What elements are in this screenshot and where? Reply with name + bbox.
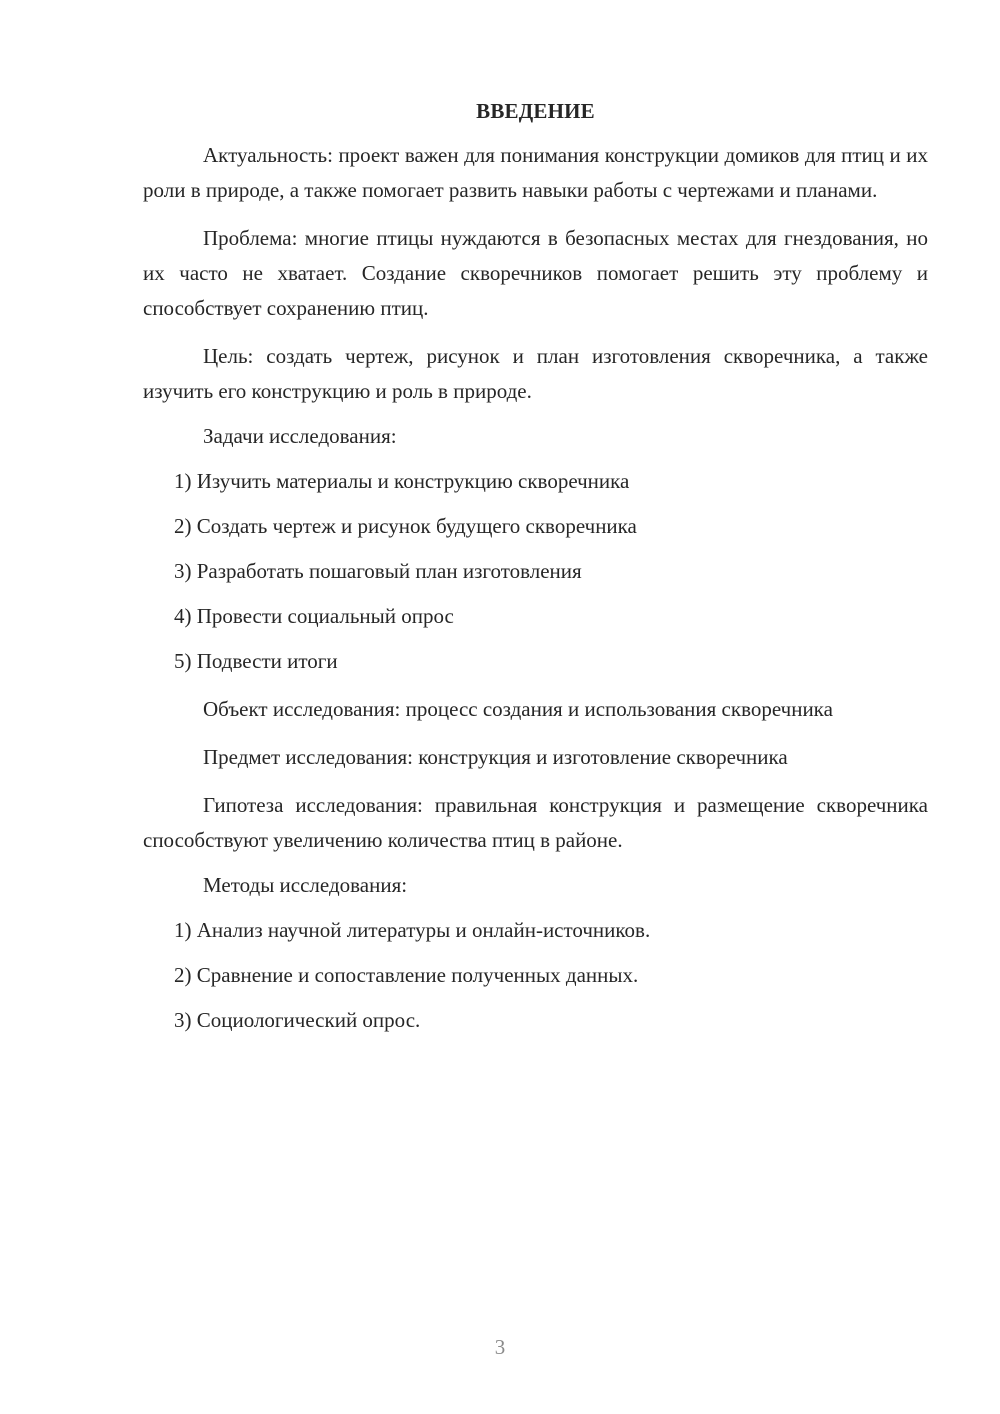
list-item: 2) Создать чертеж и рисунок будущего скворечника bbox=[174, 514, 637, 538]
hypothesis-paragraph: Гипотеза исследования: правильная конструкция и размещение скворечника способствуют увеличению количества птиц в районе. bbox=[143, 793, 928, 852]
list-item: 1) Анализ научной литературы и онлайн-источников. bbox=[174, 918, 651, 942]
page-body bbox=[143, 94, 928, 1038]
list-item: 5) Подвести итоги bbox=[174, 649, 338, 673]
list-item: 2) Сравнение и сопоставление полученных данных. bbox=[174, 963, 639, 987]
list-item: 4) Провести социальный опрос bbox=[174, 604, 454, 628]
list-item: 3) Разработать пошаговый план изготовления bbox=[174, 559, 582, 583]
object-paragraph: Объект исследования: процесс создания и использования скворечника bbox=[203, 697, 833, 721]
tasks-heading: Задачи исследования: bbox=[203, 424, 397, 448]
methods-heading: Методы исследования: bbox=[203, 873, 408, 897]
list-item: 3) Социологический опрос. bbox=[174, 1008, 421, 1032]
goal-paragraph: Цель: создать чертеж, рисунок и план изготовления скворечника, а также изучить его конструкцию и роль в природе. bbox=[143, 344, 928, 403]
page-title: ВВЕДЕНИЕ bbox=[476, 99, 595, 123]
problem-paragraph: Проблема: многие птицы нуждаются в безопасных местах для гнездования, но их часто не хватает. Создание скворечников помогает решить эту проблему и способствует сохранению птиц. bbox=[143, 226, 928, 320]
page-number: 3 bbox=[494, 1335, 506, 1359]
subject-paragraph: Предмет исследования: конструкция и изготовление скворечника bbox=[203, 745, 788, 769]
methods-list bbox=[143, 913, 928, 1038]
relevance-paragraph: Актуальность: проект важен для понимания конструкции домиков для птиц и их роли в природе, а также помогает развить навыки работы с чертежами и планами. bbox=[143, 143, 928, 202]
list-item: 1) Изучить материалы и конструкцию скворечника bbox=[174, 469, 630, 493]
tasks-list bbox=[143, 464, 928, 679]
